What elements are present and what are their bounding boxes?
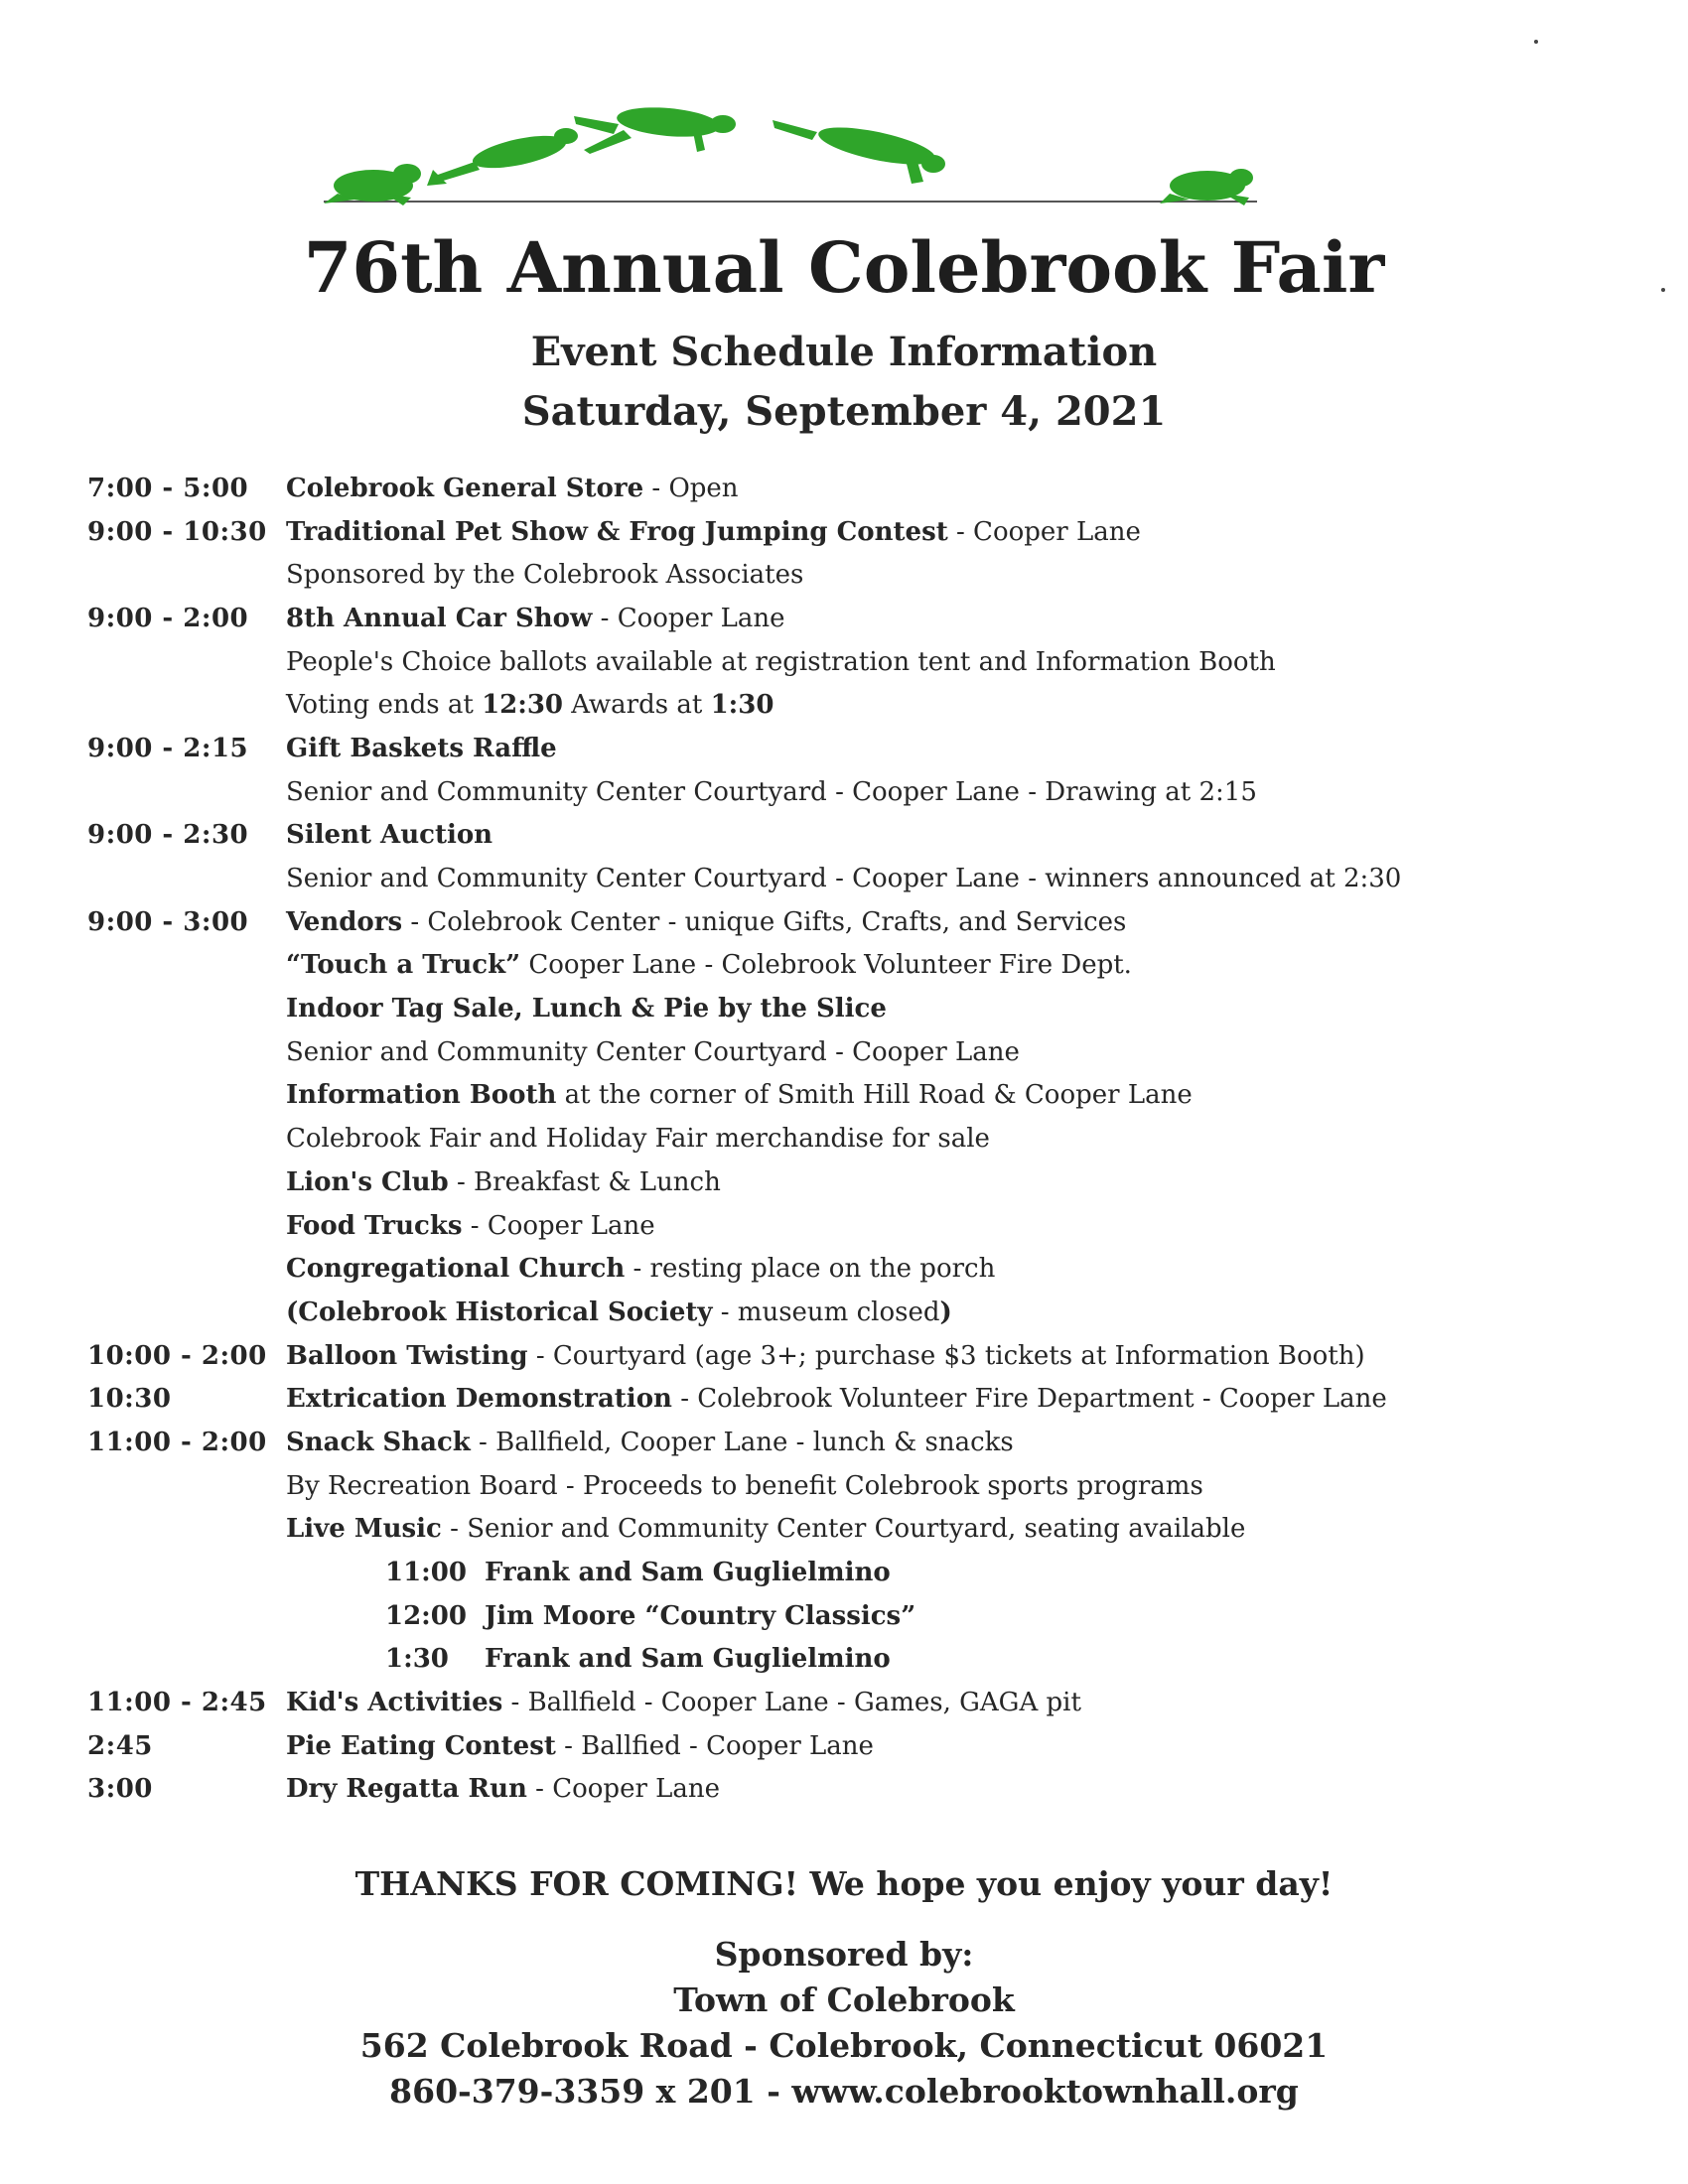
- event-name: Congregational Church: [286, 1254, 626, 1285]
- event-detail: - resting place on the porch: [625, 1254, 996, 1285]
- event-time: 7:00 - 5:00: [87, 473, 249, 503]
- event-description: [286, 1080, 1636, 1110]
- event-description: [286, 560, 1636, 590]
- schedule-row: [87, 1030, 1636, 1074]
- event-name: Information Booth: [286, 1080, 557, 1111]
- event-name: Kid's Activities: [286, 1688, 503, 1718]
- event-detail: - Ballfield, Cooper Lane - lunch & snacks: [470, 1427, 1014, 1457]
- live-music-row: [87, 1638, 1636, 1682]
- event-date: Saturday, September 4, 2021: [521, 388, 1167, 435]
- sponsored-by-label: Sponsored by:: [714, 1935, 974, 1974]
- event-time: 9:00 - 3:00: [87, 906, 249, 937]
- event-name: Colebrook General Store: [286, 473, 644, 503]
- event-description: [286, 864, 1636, 893]
- event-time: 3:00: [87, 1774, 153, 1805]
- live-music-entry: [286, 1644, 1636, 1674]
- schedule-row: [87, 1464, 1636, 1508]
- event-detail: - Breakfast & Lunch: [448, 1166, 721, 1197]
- event-detail: - Ballfied - Cooper Lane: [555, 1730, 874, 1761]
- music-time: 1:30: [385, 1644, 449, 1675]
- schedule-row: [87, 1724, 1636, 1768]
- schedule-row: [87, 1508, 1636, 1552]
- schedule-row: [87, 900, 1636, 944]
- event-time: 9:00 - 2:00: [87, 603, 249, 633]
- event-text: Voting ends at: [286, 690, 483, 721]
- event-name: 1:30: [710, 690, 774, 721]
- event-detail: - Open: [643, 473, 739, 503]
- schedule-row: [87, 1681, 1636, 1724]
- schedule-row: [87, 1160, 1636, 1204]
- event-description: [286, 820, 1636, 850]
- event-schedule: [87, 467, 1636, 1811]
- music-act: Frank and Sam Guglielmino: [485, 1644, 891, 1675]
- event-name: Gift Baskets Raffle: [286, 733, 557, 763]
- event-name: Indoor Tag Sale, Lunch & Pie by the Slice: [286, 994, 887, 1024]
- live-music-entry: [286, 1601, 1636, 1631]
- event-detail: Sponsored by the Colebrook Associates: [286, 560, 804, 591]
- event-detail: - Courtyard (age 3+; purchase $3 tickets at Information Booth): [527, 1340, 1365, 1371]
- event-detail: Senior and Community Center Courtyard - Cooper Lane - winners announced at 2:30: [286, 864, 1402, 894]
- schedule-row: [87, 683, 1636, 727]
- event-time: 9:00 - 10:30: [87, 516, 267, 547]
- thanks-message: THANKS FOR COMING! We hope you enjoy your day!: [354, 1864, 1334, 1903]
- schedule-row: [87, 1291, 1636, 1334]
- schedule-row: [87, 597, 1636, 640]
- event-description: [286, 994, 1636, 1024]
- event-description: [286, 1297, 1636, 1327]
- event-name: Silent Auction: [286, 820, 493, 851]
- schedule-row: [87, 770, 1636, 814]
- scan-speck: [1534, 40, 1538, 44]
- schedule-row: [87, 857, 1636, 900]
- schedule-row: [87, 1377, 1636, 1421]
- event-detail: - Cooper Lane: [947, 516, 1141, 547]
- live-music-row: [87, 1551, 1636, 1594]
- schedule-row: [87, 1421, 1636, 1464]
- event-detail: Cooper Lane - Colebrook Volunteer Fire Dept.: [520, 950, 1132, 981]
- schedule-row: [87, 1334, 1636, 1378]
- event-name: Extrication Demonstration: [286, 1384, 672, 1415]
- event-detail: - museum closed: [712, 1297, 940, 1327]
- event-detail: - Ballfield - Cooper Lane - Games, GAGA pit: [502, 1688, 1081, 1718]
- event-time: 9:00 - 2:30: [87, 820, 249, 851]
- event-name: Live Music: [286, 1514, 442, 1545]
- event-description: [286, 474, 1636, 503]
- event-detail: - Colebrook Volunteer Fire Department - Cooper Lane: [671, 1384, 1387, 1415]
- schedule-row: [87, 1204, 1636, 1248]
- event-description: [286, 1688, 1636, 1717]
- schedule-row: [87, 1247, 1636, 1291]
- event-detail: Senior and Community Center Courtyard - Cooper Lane: [286, 1036, 1020, 1067]
- event-name: 8th Annual Car Show: [286, 603, 593, 633]
- event-description: [286, 1731, 1636, 1761]
- event-time: 9:00 - 2:15: [87, 733, 249, 763]
- frog-sitting-right-icon: [1160, 169, 1253, 205]
- event-detail: - Cooper Lane: [462, 1210, 655, 1241]
- schedule-row: [87, 1117, 1636, 1160]
- sponsor-name: Town of Colebrook: [673, 1980, 1015, 2019]
- event-description: [286, 1037, 1636, 1067]
- event-name: Pie Eating Contest: [286, 1730, 556, 1761]
- event-name: Snack Shack: [286, 1427, 471, 1457]
- event-description: [286, 1774, 1636, 1804]
- event-detail: - Senior and Community Center Courtyard, seating available: [441, 1514, 1246, 1545]
- schedule-row: [87, 944, 1636, 988]
- schedule-row: [87, 814, 1636, 858]
- event-description: [286, 1211, 1636, 1241]
- event-description: [286, 777, 1636, 807]
- event-description: [286, 734, 1636, 763]
- event-detail: at the corner of Smith Hill Road & Cooper Lane: [556, 1080, 1193, 1111]
- event-description: [286, 517, 1636, 547]
- event-description: [286, 1514, 1636, 1544]
- event-time: 10:30: [87, 1384, 172, 1415]
- event-detail: By Recreation Board - Proceeds to benefit Colebrook sports programs: [286, 1470, 1203, 1501]
- live-music-row: [87, 1594, 1636, 1638]
- frog-sitting-left-icon: [324, 164, 421, 205]
- music-time: 11:00: [385, 1558, 467, 1588]
- event-description: [286, 907, 1636, 937]
- event-detail: People's Choice ballots available at registration tent and Information Booth: [286, 646, 1276, 677]
- sponsor-contact: 860-379-3359 x 201 - www.colebrooktownhall.org: [389, 2072, 1299, 2111]
- event-description: [286, 647, 1636, 677]
- event-name: (Colebrook Historical Society: [286, 1297, 713, 1327]
- event-description: [286, 1428, 1636, 1457]
- music-act: Frank and Sam Guglielmino: [485, 1558, 891, 1588]
- event-name: Lion's Club: [286, 1166, 449, 1197]
- schedule-row: [87, 640, 1636, 684]
- event-name: 12:30: [482, 690, 564, 721]
- event-description: [286, 950, 1636, 980]
- event-description: [286, 1471, 1636, 1501]
- event-detail: Senior and Community Center Courtyard - Cooper Lane - Drawing at 2:15: [286, 776, 1257, 807]
- event-description: [286, 1384, 1636, 1414]
- event-name: ): [939, 1297, 952, 1327]
- schedule-row: [87, 553, 1636, 597]
- music-act: Jim Moore “Country Classics”: [485, 1600, 916, 1631]
- event-time: 10:00 - 2:00: [87, 1340, 267, 1371]
- sponsor-address: 562 Colebrook Road - Colebrook, Connecticut 06021: [359, 2026, 1329, 2065]
- event-name: Balloon Twisting: [286, 1340, 528, 1371]
- event-description: [286, 1124, 1636, 1154]
- event-time: 11:00 - 2:00: [87, 1427, 267, 1457]
- event-name: Vendors: [286, 906, 403, 937]
- event-name: Food Trucks: [286, 1210, 463, 1241]
- frog-leaping-1-icon: [427, 128, 578, 186]
- event-detail: - Cooper Lane: [592, 603, 785, 633]
- schedule-row: [87, 987, 1636, 1030]
- music-time: 12:00: [385, 1600, 467, 1631]
- schedule-row: [87, 1768, 1636, 1812]
- schedule-row: [87, 727, 1636, 770]
- event-time: 11:00 - 2:45: [87, 1688, 267, 1718]
- event-description: [286, 1254, 1636, 1284]
- event-detail: Colebrook Fair and Holiday Fair merchandise for sale: [286, 1124, 990, 1155]
- scan-speck: [1661, 288, 1665, 292]
- frog-leaping-2-icon: [574, 104, 736, 154]
- event-detail: - Cooper Lane: [526, 1774, 721, 1805]
- event-time: 2:45: [87, 1730, 153, 1761]
- page-title: 76th Annual Colebrook Fair: [303, 226, 1385, 309]
- frog-leaping-3-icon: [773, 120, 945, 184]
- event-name: “Touch a Truck”: [286, 950, 521, 981]
- event-description: [286, 690, 1636, 720]
- live-music-entry: [286, 1558, 1636, 1587]
- schedule-row: [87, 467, 1636, 510]
- event-name: Dry Regatta Run: [286, 1774, 527, 1805]
- schedule-row: [87, 510, 1636, 554]
- jumping-frogs-illustration: [316, 94, 1284, 223]
- event-detail: - Colebrook Center - unique Gifts, Crafts, and Services: [402, 906, 1127, 937]
- page-subtitle: Event Schedule Information: [530, 329, 1158, 375]
- event-description: [286, 1341, 1636, 1371]
- event-detail: Awards at: [563, 690, 711, 721]
- event-name: Traditional Pet Show & Frog Jumping Contest: [286, 516, 948, 547]
- event-description: [286, 1167, 1636, 1197]
- event-description: [286, 604, 1636, 633]
- schedule-row: [87, 1074, 1636, 1118]
